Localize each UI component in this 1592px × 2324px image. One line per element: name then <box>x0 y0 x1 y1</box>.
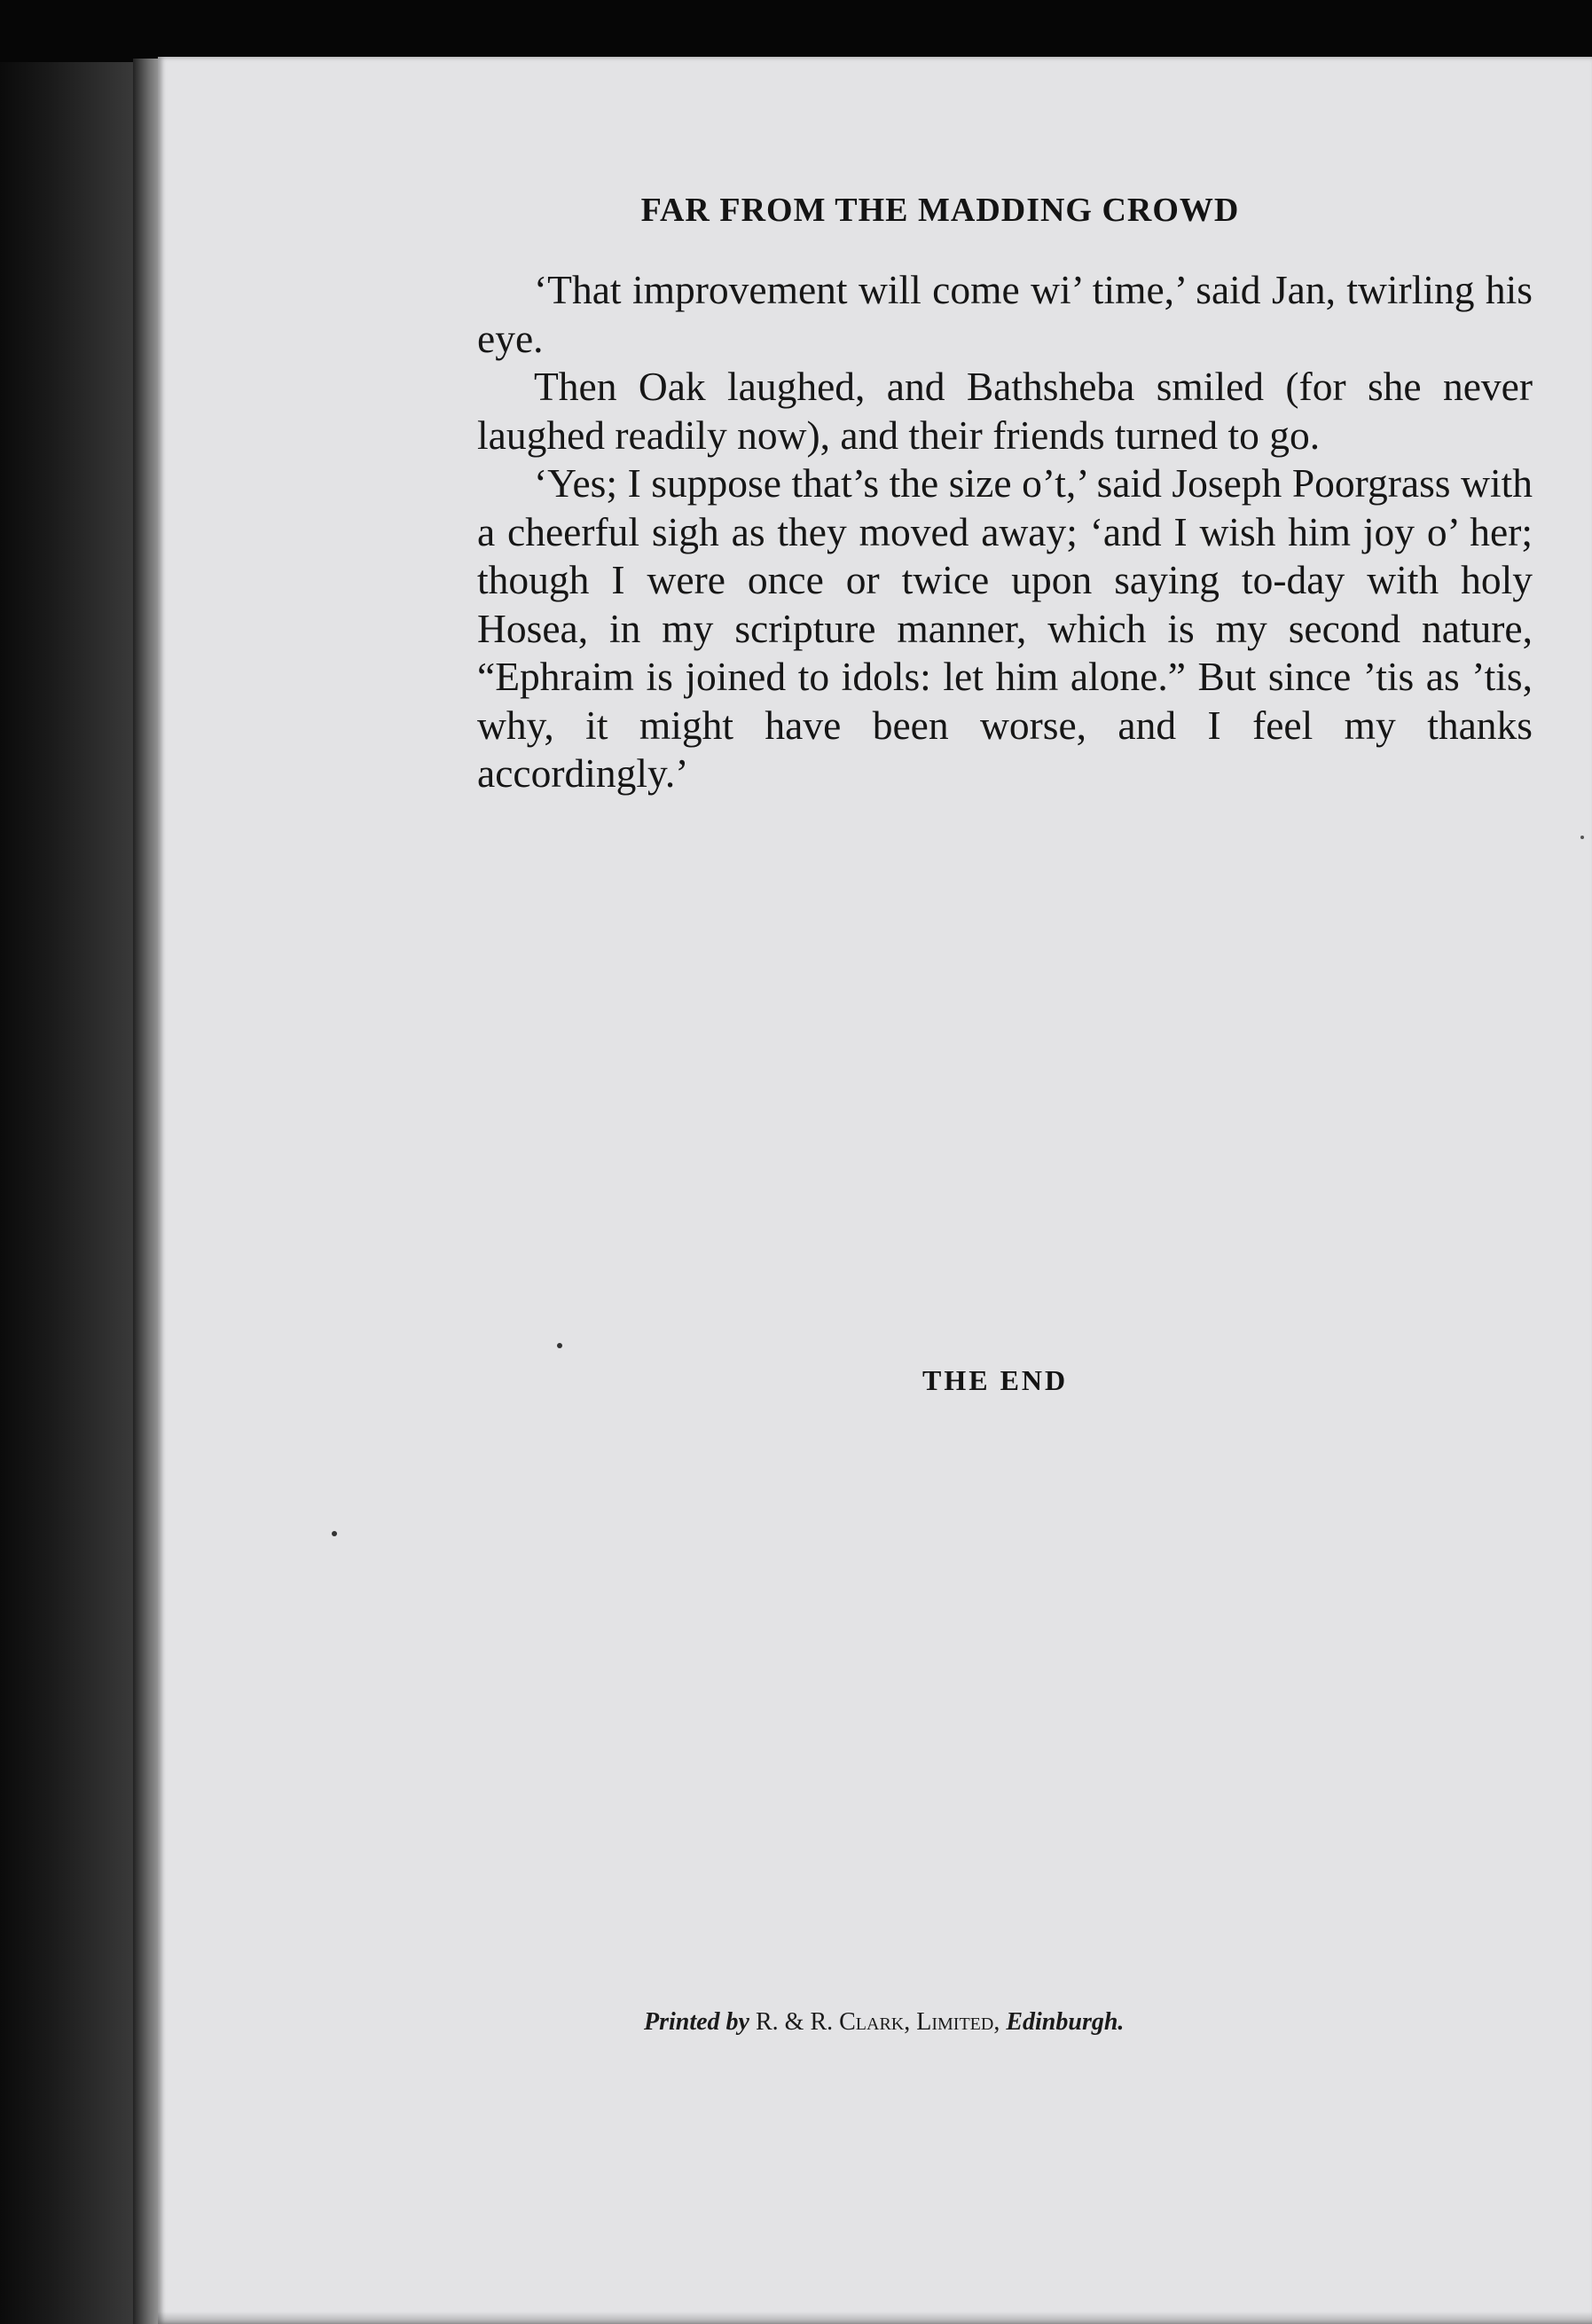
colophon-printer: R. & R. Clark, Limited, <box>756 2008 1000 2036</box>
dust-speck <box>332 1531 337 1536</box>
printer-colophon <box>644 2008 1124 2037</box>
end-marker: THE END <box>922 1364 1069 1396</box>
body-text <box>477 266 1533 798</box>
colophon-city: Edinburgh. <box>1006 2008 1125 2036</box>
paragraph: ‘That improvement will come wi’ time,’ said Jan, twirling his eye. <box>477 267 1533 361</box>
running-head: FAR FROM THE MADDING CROWD <box>640 192 1240 229</box>
paragraph: Then Oak laughed, and Bathsheba smiled (for she never laughed readily now), and their friends turned to go. <box>477 364 1533 458</box>
dust-speck <box>1580 836 1584 839</box>
dust-speck <box>557 1343 562 1348</box>
paragraph: ‘Yes; I suppose that’s the size o’t,’ said Joseph Poorgrass with a cheerful sigh as they moved away; ‘and I wish him joy o’ her; though I were once or twice upon saying to-day with holy Hosea, in my scripture manner, which is my second nature, “Ephraim is joined to idols: let him alone.” But since ’tis as ’tis, why, it might have been worse, and I feel my thanks accordingly.’ <box>477 460 1533 796</box>
page-edge <box>133 59 160 2324</box>
colophon-printed-by: Printed by <box>644 2008 749 2036</box>
